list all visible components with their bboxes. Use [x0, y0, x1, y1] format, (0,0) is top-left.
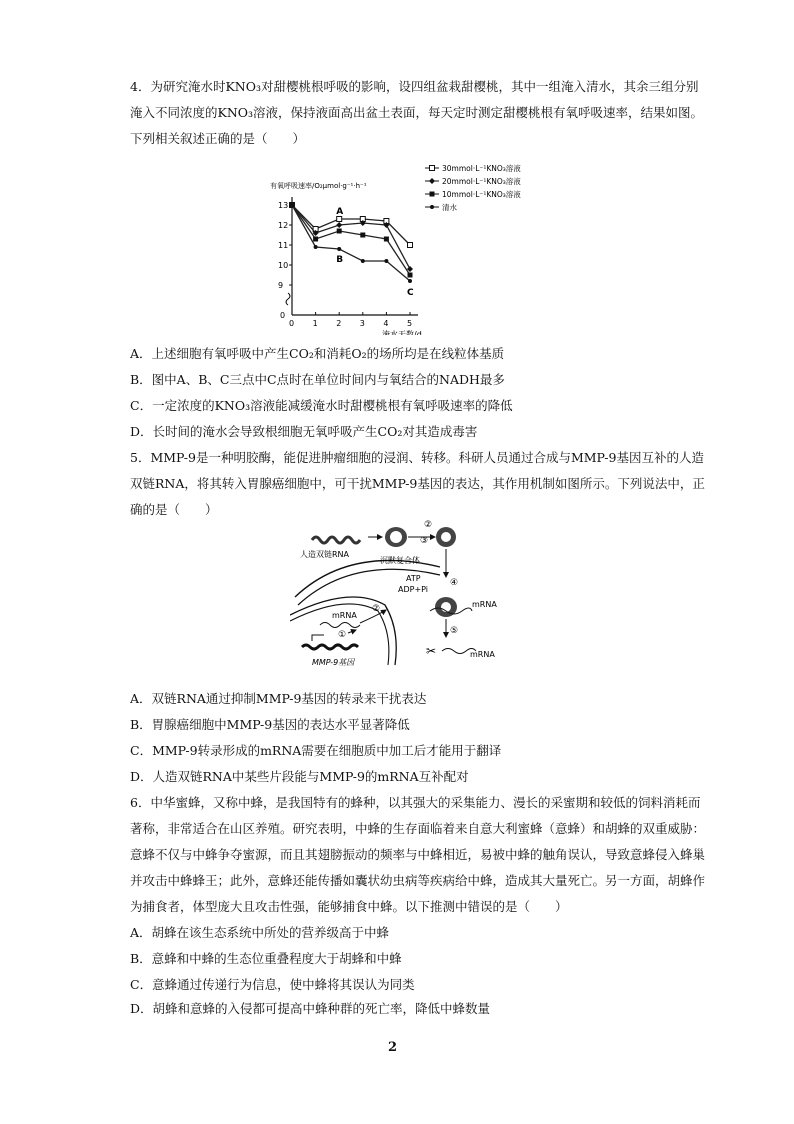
promoter-arrow — [312, 635, 324, 641]
step-2-label: ② — [372, 604, 381, 614]
y-tick-label: 13 — [278, 201, 289, 210]
x-tick-label: 0 — [289, 319, 295, 328]
q5-option-b: B．胃腺癌细胞中MMP-9基因的表达水平显著降低 — [130, 717, 410, 732]
q6-option-c: C．意蜂通过传递行为信息，使中蜂将其误认为同类 — [130, 977, 415, 992]
respiration-chart — [270, 160, 540, 339]
legend-label: 10mmol·L⁻¹KNO₃溶液 — [442, 190, 521, 199]
q4-option-b: B．图中A、B、C三点中C点时在单位时间内与氧结合的NADH最多 — [130, 372, 505, 387]
data-point — [408, 279, 412, 283]
respiration-chart-svg — [270, 160, 540, 335]
gene-strand — [302, 645, 358, 649]
page-number: 2 — [388, 1040, 398, 1055]
y-tick-label: 10 — [278, 261, 289, 270]
data-point — [336, 222, 342, 228]
mrna-label-1: mRNA — [332, 611, 357, 620]
silencing-complex-core — [390, 531, 402, 543]
data-point — [290, 203, 294, 207]
step-3-label: ③ — [420, 536, 429, 546]
legend-label: 清水 — [442, 203, 457, 212]
q4-option-d: D．长时间的淹水会导致根细胞无氧呼吸产生CO₂对其造成毒害 — [130, 424, 478, 439]
gene-label: MMP-9基因 — [312, 658, 355, 667]
data-point — [314, 245, 318, 249]
mrna-label-2: mRNA — [472, 600, 497, 609]
x-tick-label: 5 — [407, 319, 413, 328]
mrna-label-3: mRNA — [470, 650, 495, 659]
q6-stem-line-2: 著称，非常适合在山区养殖。研究表明，中蜂的生存面临着来自意大利蜜蜂（意蜂）和胡蜂的双重威胁： — [130, 821, 706, 836]
q6-option-b: B．意蜂和中蜂的生态位重叠程度大于胡蜂和中蜂 — [130, 951, 402, 966]
q4-stem-line-1: 4．为研究淹水时KNO₃对甜樱桃根呼吸的影响，设四组盆栽甜樱桃，其中一组淹入清水，其余三组分别 — [130, 79, 699, 94]
axis-break-mark — [286, 293, 290, 305]
chart-legend — [425, 163, 521, 212]
data-point — [361, 259, 365, 263]
step-1-label: ① — [338, 630, 347, 640]
q5-option-c: C．MMP-9转录形成的mRNA需要在细胞质中加工后才能用于翻译 — [130, 743, 502, 758]
step-5-label: ⑤ — [450, 626, 459, 636]
q4-option-a: A．上述细胞有氧呼吸中产生CO₂和消耗O₂的场所均是在线粒体基质 — [130, 346, 505, 361]
q4-stem-line-2: 淹入不同浓度的KNO₃溶液，保持液面高出盆土表面，每天定时测定甜樱桃根有氧呼吸速率，结果如图。 — [130, 105, 704, 120]
legend-marker — [429, 178, 435, 184]
data-point — [360, 233, 365, 238]
x-tick-label: 3 — [359, 319, 365, 328]
chart-series — [289, 202, 413, 283]
y-tick-label: 9 — [278, 281, 284, 290]
data-point — [313, 237, 318, 242]
rnai-mechanism-diagram — [290, 515, 530, 679]
data-point — [408, 243, 413, 248]
point-label-a: A — [336, 207, 344, 217]
nuclear-mrna-strand — [320, 623, 360, 628]
data-point — [337, 247, 341, 251]
x-tick-label: 4 — [383, 319, 389, 328]
q6-option-d: D．胡蜂和意蜂的入侵都可提高中蜂种群的死亡率，降低中蜂数量 — [130, 1001, 491, 1016]
data-point — [337, 217, 342, 222]
q4-option-c: C．一定浓度的KNO₃溶液能减缓淹水时甜樱桃根有氧呼吸速率的降低 — [130, 398, 513, 413]
x-tick-label: 1 — [312, 319, 318, 328]
dsrna-strand — [312, 537, 360, 543]
x-tick-label: 2 — [336, 319, 342, 328]
q5-stem-line-3: 确的是（ ） — [130, 502, 218, 517]
y-tick-label: 12 — [278, 221, 289, 230]
legend-marker — [430, 166, 435, 171]
adp-label: ADP+Pi — [398, 585, 429, 594]
legend-marker — [430, 205, 434, 209]
legend-label: 30mmol·L⁻¹KNO₃溶液 — [442, 164, 521, 173]
point-label-b: B — [336, 255, 344, 265]
rnai-diagram-svg — [290, 515, 530, 675]
step-4-label: ④ — [450, 578, 459, 588]
q6-stem-line-1: 6．中华蜜蜂，又称中蜂，是我国特有的蜂种，以其强大的采集能力、漫长的采蜜期和较低的饲料消耗而 — [130, 795, 701, 810]
x-axis-label: 淹水天数/d — [382, 330, 422, 335]
q5-stem-line-1: 5．MMP-9是一种明胶酶，能促进肿瘤细胞的浸润、转移。科研人员通过合成与MMP-9基因互补的人造 — [130, 450, 704, 465]
legend-marker — [430, 192, 435, 197]
q6-stem-line-3: 意蜂不仅与中蜂争夺蜜源，而且其翅膀振动的频率与中蜂相近，易被中蜂的触角误认，导致意蜂侵入蜂巢 — [130, 847, 706, 862]
q5-stem-line-2: 双链RNA，将其转入胃腺癌细胞中，可干扰MMP-9基因的表达，其作用机制如图所示。下列说法中，正 — [130, 476, 705, 491]
step-2-label-top: ② — [424, 520, 433, 530]
atp-label: ATP — [406, 574, 421, 583]
silencing-complex-label: 沉默复合体 — [380, 556, 420, 565]
dsrna-label: 人造双链RNA — [300, 550, 350, 559]
complex-2-core — [441, 532, 451, 542]
q6-stem-line-4: 并攻击中蜂蜂王；此外，意蜂还能传播如囊状幼虫病等疾病给中蜂，造成其大量死亡。另一方面，胡蜂作 — [130, 873, 706, 888]
scissors-icon: ✂ — [426, 644, 437, 658]
q4-stem-line-3: 下列相关叙述正确的是（ ） — [130, 131, 306, 146]
q6-option-a: A．胡蜂在该生态系统中所处的营养级高于中蜂 — [130, 925, 390, 940]
y-tick-label: 11 — [278, 241, 289, 250]
point-label-c: C — [407, 288, 414, 298]
data-point — [337, 229, 342, 234]
legend-label: 20mmol·L⁻¹KNO₃溶液 — [442, 177, 521, 186]
arrow-step-1 — [348, 630, 356, 633]
q6-stem-line-5: 为捕食者，体型庞大且攻击性强，能够捕食中蜂。以下推测中错误的是（ ） — [130, 899, 568, 914]
y-tick-label: 0 — [280, 311, 286, 320]
q5-option-a: A．双链RNA通过抑制MMP-9基因的转录来干扰表达 — [130, 691, 427, 706]
data-point — [384, 237, 389, 242]
series-line — [292, 205, 410, 275]
series-line — [292, 205, 410, 281]
data-point — [408, 273, 413, 278]
data-point — [384, 259, 388, 263]
q5-option-d: D．人造双链RNA中某些片段能与MMP-9的mRNA互补配对 — [130, 769, 469, 784]
y-axis-label: 有氧呼吸速率/O₂μmol·g⁻¹·h⁻¹ — [270, 182, 367, 190]
